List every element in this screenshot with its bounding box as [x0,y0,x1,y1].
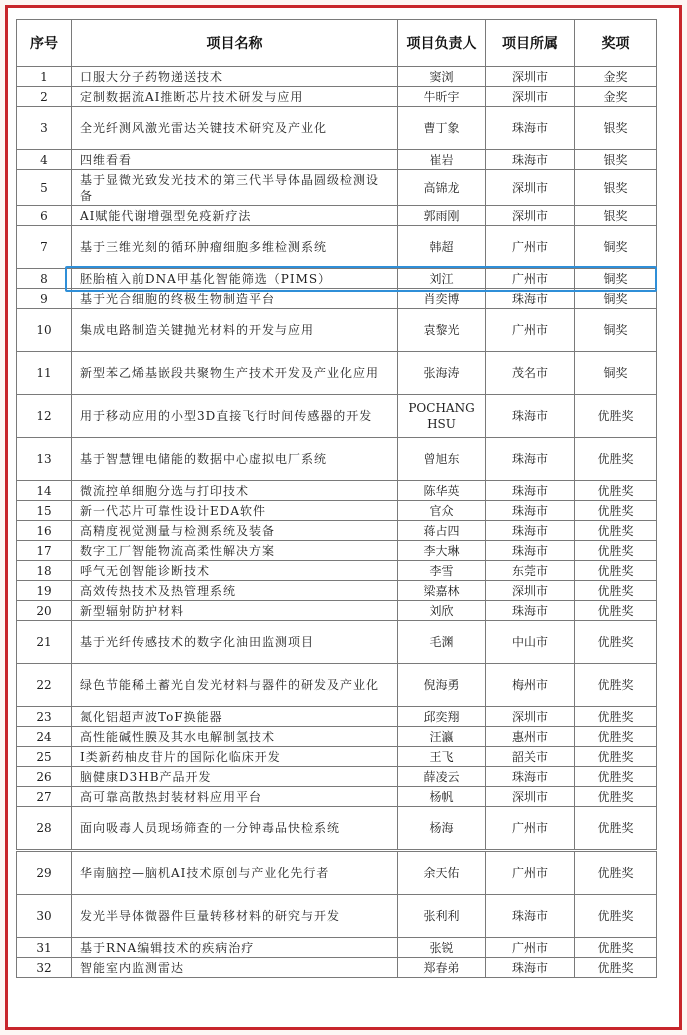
award-cell: 铜奖 [575,269,657,289]
project-city-cell: 珠海市 [486,601,575,621]
row-no-cell: 20 [17,601,72,621]
row-no-cell: 17 [17,541,72,561]
project-name-cell: 数字工厂智能物流高柔性解决方案 [72,541,398,561]
project-city-cell: 珠海市 [486,767,575,787]
award-cell: 优胜奖 [575,621,657,664]
award-cell: 优胜奖 [575,521,657,541]
project-name-cell: 华南脑控—脑机AI技术原创与产业化先行者 [72,851,398,895]
award-cell: 优胜奖 [575,664,657,707]
table-row [17,727,657,747]
project-lead-cell: 曹丁象 [398,107,486,150]
project-lead-cell: 陈华英 [398,481,486,501]
project-name-cell: 新型辐射防护材料 [72,601,398,621]
table-row [17,309,657,352]
project-lead-cell: 官众 [398,501,486,521]
project-name-cell: 定制数据流AI推断芯片技术研发与应用 [72,87,398,107]
row-no-cell: 30 [17,895,72,938]
header-award: 奖项 [575,20,657,67]
row-no-cell: 13 [17,438,72,481]
award-cell: 优胜奖 [575,958,657,978]
project-city-cell: 深圳市 [486,581,575,601]
row-no-cell: 31 [17,938,72,958]
award-cell: 铜奖 [575,226,657,269]
project-city-cell: 珠海市 [486,438,575,481]
award-cell: 银奖 [575,150,657,170]
table-row [17,521,657,541]
project-name-cell: 面向吸毒人员现场筛查的一分钟毒品快检系统 [72,807,398,851]
project-name-cell: 高精度视觉测量与检测系统及装备 [72,521,398,541]
award-cell: 优胜奖 [575,481,657,501]
row-no-cell: 28 [17,807,72,851]
project-lead-cell: 肖奕博 [398,289,486,309]
project-name-cell: 集成电路制造关键抛光材料的开发与应用 [72,309,398,352]
table-row [17,621,657,664]
row-no-cell: 12 [17,395,72,438]
header-no: 序号 [17,20,72,67]
project-name-cell: 全光纤测风激光雷达关键技术研究及产业化 [72,107,398,150]
project-lead-cell: 倪海勇 [398,664,486,707]
project-name-cell: 发光半导体微器件巨量转移材料的研究与开发 [72,895,398,938]
project-lead-cell: 张利利 [398,895,486,938]
project-lead-cell: 邱奕翔 [398,707,486,727]
table-body [17,67,657,978]
project-lead-cell: 高锦龙 [398,170,486,206]
project-name-cell: 基于显微光致发光技术的第三代半导体晶圆级检测设备 [72,170,398,206]
project-lead-cell: 牛昕宇 [398,87,486,107]
table-row [17,707,657,727]
project-lead-cell: 李大琳 [398,541,486,561]
table-row [17,170,657,206]
table-row [17,938,657,958]
award-cell: 铜奖 [575,289,657,309]
project-name-cell: 高可靠高散热封装材料应用平台 [72,787,398,807]
award-cell: 优胜奖 [575,541,657,561]
project-lead-cell: 梁嘉林 [398,581,486,601]
project-name-cell: 氮化铝超声波ToF换能器 [72,707,398,727]
row-no-cell: 32 [17,958,72,978]
project-city-cell: 深圳市 [486,87,575,107]
award-cell: 银奖 [575,107,657,150]
project-name-cell: 智能室内监测雷达 [72,958,398,978]
project-city-cell: 珠海市 [486,541,575,561]
project-city-cell: 珠海市 [486,958,575,978]
table-row [17,851,657,895]
project-name-cell: 高性能碱性膜及其水电解制氢技术 [72,727,398,747]
project-city-cell: 东莞市 [486,561,575,581]
project-city-cell: 茂名市 [486,352,575,395]
table-row [17,107,657,150]
header-project-city: 项目所属 [486,20,575,67]
project-city-cell: 中山市 [486,621,575,664]
row-no-cell: 22 [17,664,72,707]
award-cell: 优胜奖 [575,501,657,521]
project-city-cell: 深圳市 [486,206,575,226]
project-lead-cell: 郑春弟 [398,958,486,978]
project-name-cell: Ⅰ类新药柚皮苷片的国际化临床开发 [72,747,398,767]
project-city-cell: 惠州市 [486,727,575,747]
table-row [17,150,657,170]
row-no-cell: 4 [17,150,72,170]
project-city-cell: 广州市 [486,269,575,289]
table-row [17,767,657,787]
project-lead-cell: 刘江 [398,269,486,289]
project-city-cell: 珠海市 [486,289,575,309]
project-city-cell: 珠海市 [486,501,575,521]
project-city-cell: 广州市 [486,938,575,958]
project-lead-cell: 王飞 [398,747,486,767]
row-no-cell: 5 [17,170,72,206]
row-no-cell: 9 [17,289,72,309]
project-name-cell: 基于光纤传感技术的数字化油田监测项目 [72,621,398,664]
project-lead-cell: 毛渊 [398,621,486,664]
header-project-name: 项目名称 [72,20,398,67]
row-no-cell: 7 [17,226,72,269]
table-row [17,747,657,767]
project-city-cell: 梅州市 [486,664,575,707]
project-lead-cell: 李雪 [398,561,486,581]
award-table [16,19,657,978]
project-lead-cell: POCHANG HSU [398,395,486,438]
award-cell: 优胜奖 [575,767,657,787]
row-no-cell: 23 [17,707,72,727]
award-cell: 金奖 [575,87,657,107]
award-cell: 优胜奖 [575,727,657,747]
award-cell: 优胜奖 [575,707,657,727]
row-no-cell: 1 [17,67,72,87]
award-cell: 优胜奖 [575,395,657,438]
project-city-cell: 广州市 [486,309,575,352]
award-cell: 优胜奖 [575,601,657,621]
row-no-cell: 15 [17,501,72,521]
project-city-cell: 珠海市 [486,150,575,170]
row-no-cell: 19 [17,581,72,601]
award-table-container [16,19,656,978]
row-no-cell: 2 [17,87,72,107]
project-name-cell: 基于RNA编辑技术的疾病治疗 [72,938,398,958]
row-no-cell: 24 [17,727,72,747]
award-cell: 优胜奖 [575,895,657,938]
table-row [17,664,657,707]
project-city-cell: 珠海市 [486,107,575,150]
project-city-cell: 珠海市 [486,481,575,501]
project-name-cell: 微流控单细胞分选与打印技术 [72,481,398,501]
project-city-cell: 珠海市 [486,395,575,438]
project-name-cell: 基于智慧锂电储能的数据中心虚拟电厂系统 [72,438,398,481]
project-city-cell: 广州市 [486,226,575,269]
award-cell: 优胜奖 [575,581,657,601]
table-row [17,395,657,438]
project-city-cell: 广州市 [486,807,575,851]
row-no-cell: 3 [17,107,72,150]
table-row [17,67,657,87]
project-lead-cell: 崔岩 [398,150,486,170]
row-no-cell: 21 [17,621,72,664]
award-cell: 优胜奖 [575,787,657,807]
project-name-cell: 基于三维光刻的循环肿瘤细胞多维检测系统 [72,226,398,269]
project-name-cell: 胚胎植入前DNA甲基化智能筛选（PIMS） [72,269,398,289]
project-name-cell: 新型苯乙烯基嵌段共聚物生产技术开发及产业化应用 [72,352,398,395]
project-name-cell: 用于移动应用的小型3D直接飞行时间传感器的开发 [72,395,398,438]
project-city-cell: 深圳市 [486,170,575,206]
table-row [17,481,657,501]
table-row [17,561,657,581]
table-row [17,269,657,289]
project-name-cell: 四维看看 [72,150,398,170]
project-lead-cell: 韩超 [398,226,486,269]
project-city-cell: 珠海市 [486,895,575,938]
row-no-cell: 16 [17,521,72,541]
award-cell: 优胜奖 [575,938,657,958]
project-lead-cell: 窦浏 [398,67,486,87]
table-row [17,501,657,521]
table-row [17,787,657,807]
project-lead-cell: 蒋占四 [398,521,486,541]
project-lead-cell: 袁黎光 [398,309,486,352]
project-lead-cell: 薛凌云 [398,767,486,787]
table-row [17,601,657,621]
project-lead-cell: 刘欣 [398,601,486,621]
project-lead-cell: 张海涛 [398,352,486,395]
table-row [17,807,657,851]
row-no-cell: 11 [17,352,72,395]
award-cell: 银奖 [575,206,657,226]
award-cell: 优胜奖 [575,438,657,481]
project-name-cell: 脑健康D3HB产品开发 [72,767,398,787]
award-cell: 优胜奖 [575,807,657,851]
award-cell: 优胜奖 [575,747,657,767]
table-row [17,289,657,309]
project-name-cell: 新一代芯片可靠性设计EDA软件 [72,501,398,521]
award-cell: 优胜奖 [575,561,657,581]
row-no-cell: 10 [17,309,72,352]
table-row [17,541,657,561]
row-no-cell: 14 [17,481,72,501]
project-name-cell: 高效传热技术及热管理系统 [72,581,398,601]
table-row [17,438,657,481]
row-no-cell: 29 [17,851,72,895]
project-lead-cell: 曾旭东 [398,438,486,481]
table-header-row [17,20,657,67]
project-city-cell: 韶关市 [486,747,575,767]
project-lead-cell: 汪瀛 [398,727,486,747]
table-row [17,206,657,226]
project-city-cell: 深圳市 [486,67,575,87]
award-cell: 铜奖 [575,309,657,352]
header-project-lead: 项目负责人 [398,20,486,67]
table-row [17,226,657,269]
table-row [17,581,657,601]
project-city-cell: 深圳市 [486,787,575,807]
project-lead-cell: 张锐 [398,938,486,958]
project-city-cell: 广州市 [486,851,575,895]
project-name-cell: AI赋能代谢增强型免疫新疗法 [72,206,398,226]
row-no-cell: 26 [17,767,72,787]
project-lead-cell: 杨海 [398,807,486,851]
award-cell: 银奖 [575,170,657,206]
row-no-cell: 6 [17,206,72,226]
row-no-cell: 8 [17,269,72,289]
row-no-cell: 27 [17,787,72,807]
table-row [17,958,657,978]
table-row [17,352,657,395]
project-lead-cell: 杨帆 [398,787,486,807]
project-name-cell: 绿色节能稀土蓄光自发光材料与器件的研发及产业化 [72,664,398,707]
row-no-cell: 25 [17,747,72,767]
table-row [17,895,657,938]
project-name-cell: 呼气无创智能诊断技术 [72,561,398,581]
project-name-cell: 口服大分子药物递送技术 [72,67,398,87]
row-no-cell: 18 [17,561,72,581]
award-cell: 金奖 [575,67,657,87]
project-lead-cell: 余天佑 [398,851,486,895]
project-city-cell: 深圳市 [486,707,575,727]
project-city-cell: 珠海市 [486,521,575,541]
project-lead-cell: 郭雨刚 [398,206,486,226]
project-name-cell: 基于光合细胞的终极生物制造平台 [72,289,398,309]
award-cell: 铜奖 [575,352,657,395]
award-cell: 优胜奖 [575,851,657,895]
table-row [17,87,657,107]
